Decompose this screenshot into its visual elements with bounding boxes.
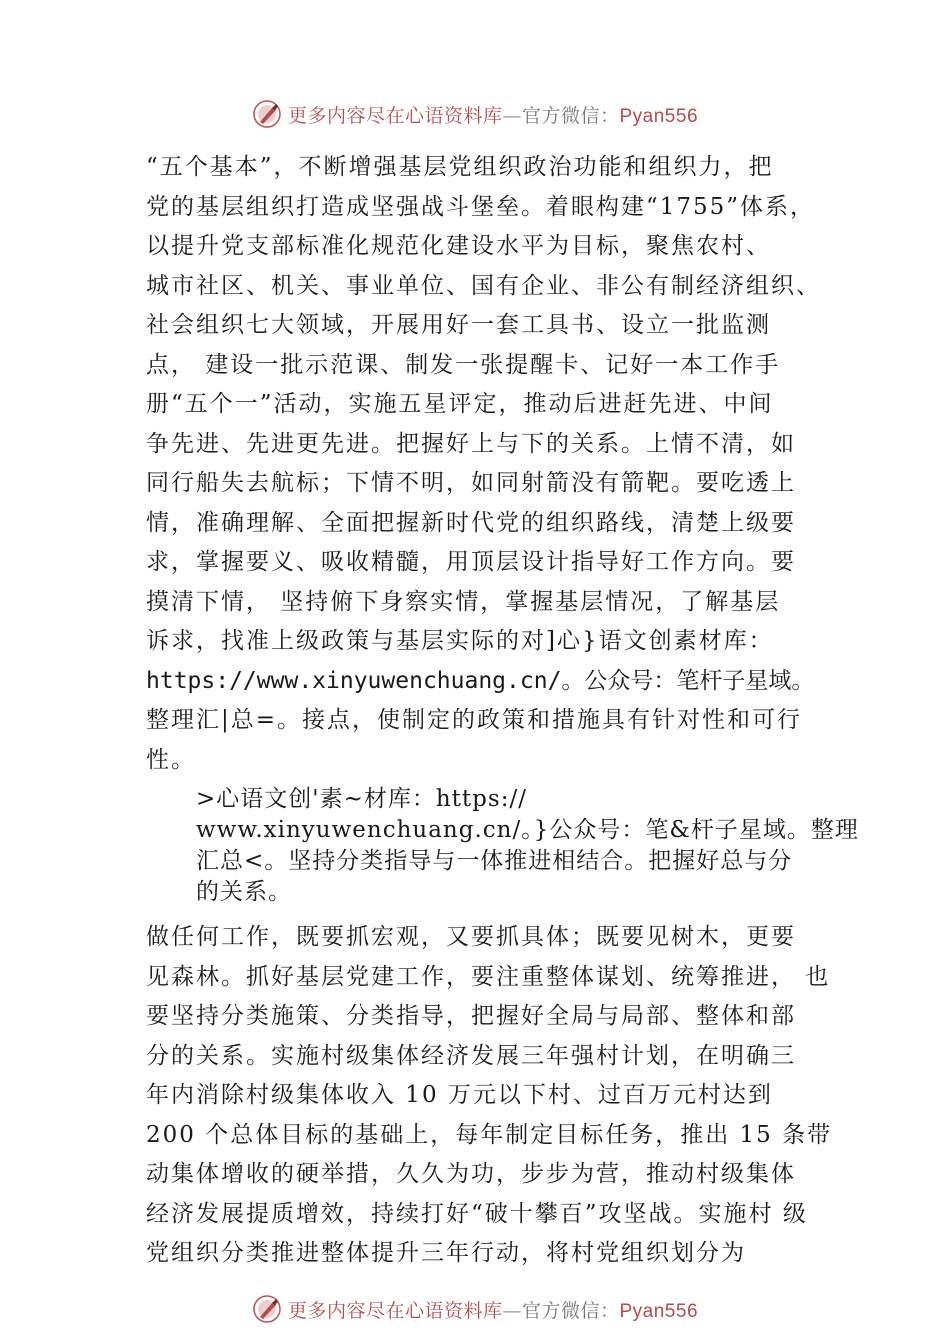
text-line: 分的关系。实施村级集体经济发展三年强村计划，在明确三 [146,1042,796,1069]
footer-brand: 更多内容尽在心语资料库 [287,1299,503,1322]
footer-official: 官方微信： [521,1299,620,1322]
text-line: 党的基层组织打造成坚强战斗堡垒。着眼构建“1755”体系， [146,193,816,220]
footer-text [288,1296,698,1323]
quote-line: 汇总<。坚持分类指导与一体推进相结合。把握好总与分 [196,848,793,874]
paragraph-2 [146,918,836,1274]
text-line: 摸清下情， 坚持俯下身察实情，掌握基层情况，了解基层 [146,588,781,615]
header-official: 官方微信： [521,104,620,127]
text-line: 诉求，找准上级政策与基层实际的对]心}语文创素材库： [146,628,774,654]
text-line-url: https://www.xinyuwenchuang.cn/。公众号：笔杆子星域。 [146,667,815,694]
pen-nib-icon [252,1294,282,1324]
text-line: 以提升党支部标准化规范化建设水平为目标，聚焦农村、 [146,233,771,259]
header-banner [0,96,950,132]
quote-line: >心语文创'素~材库：https:// [196,786,527,812]
header-dash: — [502,104,522,127]
header-wechat-id: Pyan556 [619,105,699,127]
text-line: 社会组织七大领域，开展用好一套工具书、设立一批监测 [146,312,771,338]
quote-line: 的关系。 [196,879,292,905]
text-line: 情，准确理解、全面把握新时代党的组织路线，清楚上级要 [146,509,796,536]
footer-dash: — [502,1299,522,1322]
text-line: 党组织分类推进整体提升三年行动，将村党组织划分为 [146,1240,746,1266]
paragraph-1 [146,148,836,780]
text-line: 点， 建设一批示范课、制发一张提醒卡、记好一本工作手 [146,351,781,378]
text-line: 要坚持分类施策、分类指导，把握好全局与局部、整体和部 [146,1003,796,1029]
text-line: 经济发展提质增效，持续打好“破十攀百”攻坚战。实施村 级 [146,1200,808,1227]
text-line: 册“五个一”活动，实施五星评定，推动后进赶先进、中间 [146,391,774,417]
text-line: 年内消除村级集体收入 10 万元以下村、过百万元村达到 [146,1082,773,1108]
text-line: 性。 [146,746,196,773]
text-line: 争先进、先进更先进。把握好上与下的关系。上情不清，如 [146,430,796,457]
indented-quote [196,784,859,908]
text-line: 整理汇|总=。接点，使制定的政策和措施具有针对性和可行 [146,707,803,733]
footer-wechat-id: Pyan556 [619,1300,699,1322]
text-line: 动集体增收的硬举措，久久为功，步步为营，推动村级集体 [146,1161,796,1187]
text-line: “五个基本”，不断增强基层党组织政治功能和组织力，把 [146,154,774,180]
text-line: 求，掌握要义、吸收精髓，用顶层设计指导好工作方向。要 [146,549,796,575]
header-text [288,101,698,128]
text-line: 城市社区、机关、事业单位、国有企业、非公有制经济组织、 [146,272,821,299]
text-line: 见森林。抓好基层党建工作，要注重整体谋划、统筹推进， 也 [146,963,831,990]
pen-nib-icon [252,99,282,129]
text-line: 同行船失去航标；下情不明，如同射箭没有箭靶。要吃透上 [146,470,796,496]
footer-banner [0,1291,950,1327]
text-line: 做任何工作，既要抓宏观，又要抓具体；既要见树木，更要 [146,924,796,950]
quote-line: www.xinyuwenchuang.cn/。}公众号：笔&杆子星域。整理 [196,817,859,843]
text-line: 200 个总体目标的基础上，每年制定目标任务，推出 15 条带 [146,1121,833,1148]
header-brand: 更多内容尽在心语资料库 [287,104,503,127]
